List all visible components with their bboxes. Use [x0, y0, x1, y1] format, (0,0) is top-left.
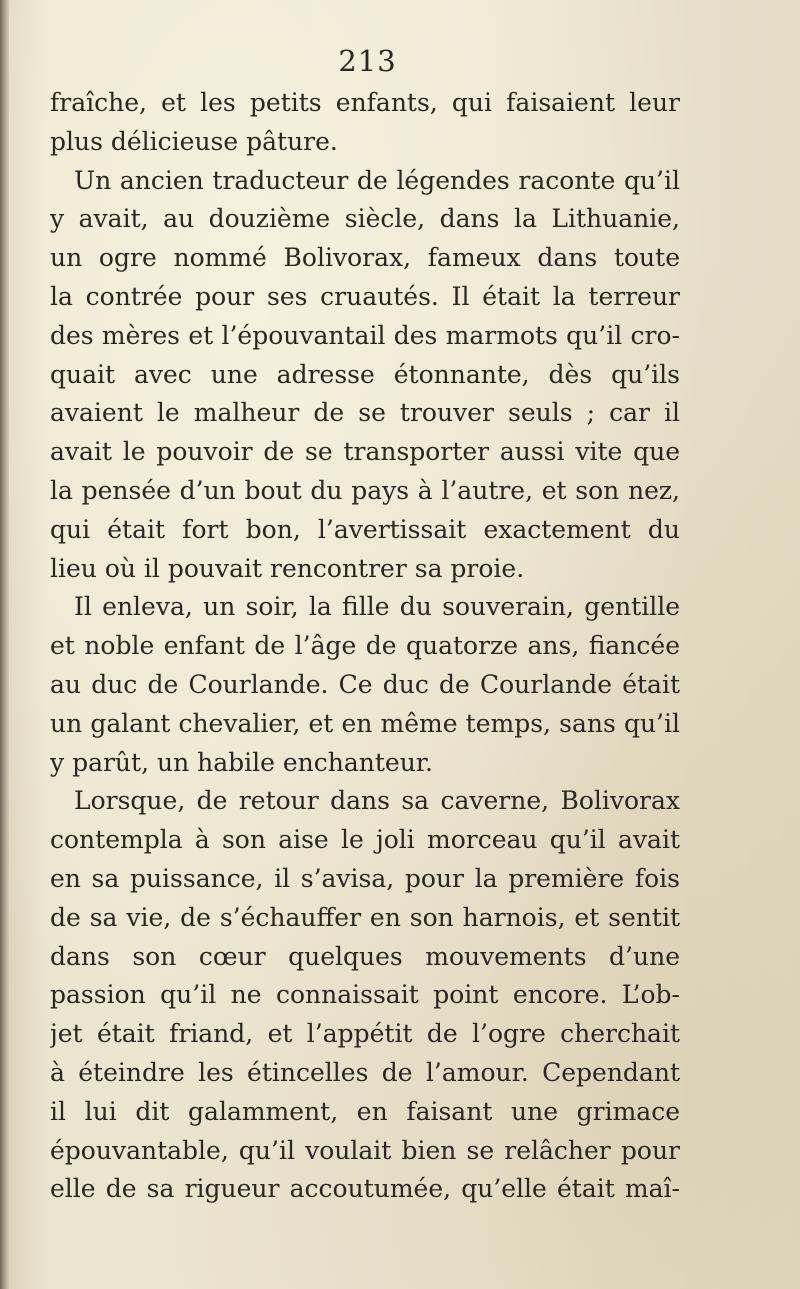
text-line: de sa vie, de s’échauffer en son harnois, et sentit: [50, 902, 680, 932]
text-line: elle de sa rigueur accoutumée, qu’elle était maî-: [50, 1174, 680, 1204]
text-line: quait avec une adresse étonnante, dès qu’ils: [50, 359, 680, 389]
text-line: à éteindre les étincelles de l’amour. Cependant: [50, 1057, 680, 1087]
text-line: des mères et l’épouvantail des marmots qu’il cro-: [50, 320, 680, 350]
text-line: dans son cœur quelques mouvements d’une: [50, 941, 680, 971]
page-binding-edge: [0, 0, 9, 1289]
text-line: lieu où il pouvait rencontrer sa proie.: [50, 553, 525, 583]
text-line: Il enleva, un soir, la fille du souverain, gentille: [74, 592, 680, 622]
text-line: avaient le malheur de se trouver seuls ; car il: [50, 398, 680, 428]
text-line: un ogre nommé Bolivorax, fameux dans toute: [50, 243, 680, 273]
text-line: plus délicieuse pâture.: [50, 126, 338, 156]
text-line: et noble enfant de l’âge de quatorze ans, fiancée: [50, 631, 680, 661]
text-line: il lui dit galamment, en faisant une grimace: [50, 1096, 680, 1126]
text-line: passion qu’il ne connaissait point encore. L’ob-: [50, 980, 680, 1010]
text-line: en sa puissance, il s’avisa, pour la première fois: [50, 863, 680, 893]
page-number: 213: [338, 44, 397, 78]
text-line: épouvantable, qu’il voulait bien se relâcher pour: [50, 1135, 680, 1165]
text-line: fraîche, et les petits enfants, qui faisaient leur: [50, 88, 680, 117]
text-line: jet était friand, et l’appétit de l’ogre cherchait: [50, 1019, 680, 1049]
text-line: y parût, un habile enchanteur.: [50, 747, 433, 777]
text-line: avait le pouvoir de se transporter aussi vite que: [50, 437, 680, 467]
text-line: y avait, au douzième siècle, dans la Lithuanie,: [50, 204, 680, 234]
text-line: un galant chevalier, et en même temps, sans qu’il: [50, 708, 680, 738]
body-text: [50, 84, 680, 1209]
text-line: Lorsque, de retour dans sa caverne, Bolivorax: [74, 786, 680, 816]
text-line: la contrée pour ses cruautés. Il était la terreur: [50, 281, 680, 311]
text-line: contempla à son aise le joli morceau qu’il avait: [50, 825, 680, 855]
text-line: la pensée d’un bout du pays à l’autre, et son nez,: [50, 475, 680, 505]
text-line: au duc de Courlande. Ce duc de Courlande était: [50, 669, 680, 699]
text-line: qui était fort bon, l’avertissait exactement du: [50, 514, 680, 544]
text-line: Un ancien traducteur de légendes raconte qu’il: [74, 165, 680, 195]
